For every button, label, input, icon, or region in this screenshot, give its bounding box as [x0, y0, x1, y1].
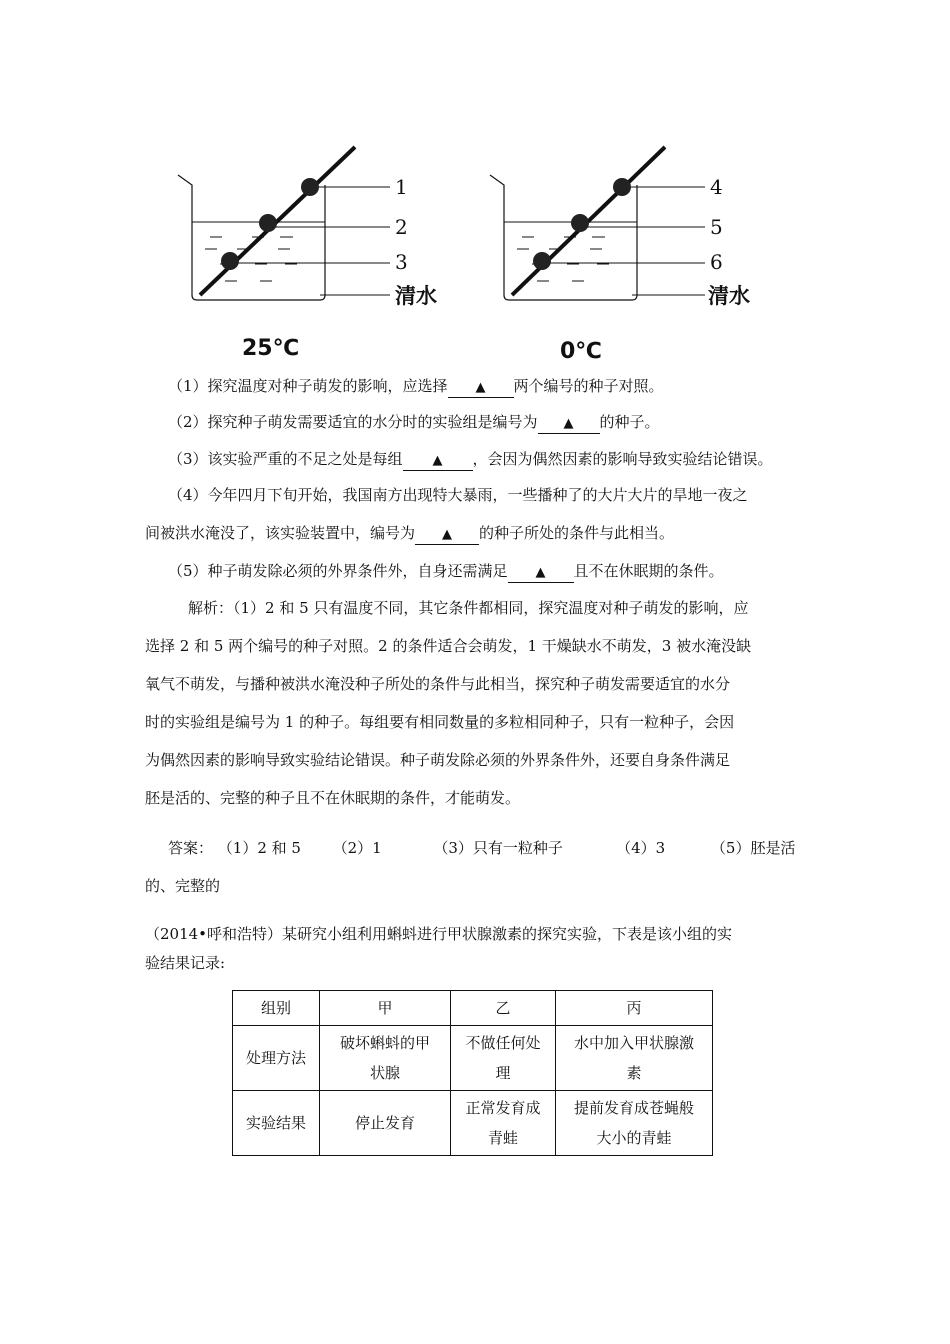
label-seed-6: 6: [710, 250, 723, 274]
row-label: 实验结果: [233, 1091, 320, 1156]
label-seed-4: 4: [710, 175, 723, 199]
analysis-line-6: 胚是活的、完整的种子且不在休眠期的条件，才能萌发。: [145, 789, 521, 807]
label-seed-5: 5: [710, 215, 723, 239]
answer-5: （5）胚是活: [710, 839, 796, 857]
answer-blank-2[interactable]: ▲: [538, 413, 600, 434]
analysis-line-2: 选择 2 和 5 两个编号的种子对照。2 的条件适合会萌发，1 干燥缺水不萌发，3 被水淹没缺: [145, 637, 752, 655]
answer-blank-3[interactable]: ▲: [403, 450, 473, 471]
header-cell: 组别: [233, 991, 320, 1026]
analysis-line-5: 为偶然因素的影响导致实验结论错误。种子萌发除必须的外界条件外，还要自身条件满足: [145, 751, 731, 769]
question-5: （5）种子萌发除必须的外界条件外，自身还需满足 ▲ 且不在休眠期的条件。: [168, 561, 724, 583]
experiment-figure: [160, 125, 800, 375]
problem-line-1: （2014•呼和浩特）某研究小组利用蝌蚪进行甲状腺激素的探究实验，下表是该小组的实: [145, 925, 733, 943]
answer-1: （1）2 和 5: [217, 839, 301, 857]
analysis-line-4: 时的实验组是编号为 1 的种子。每组要有相同数量的多粒相同种子，只有一粒种子，会因: [145, 713, 735, 731]
label-seed-3: 3: [395, 250, 408, 274]
right-beaker: [490, 147, 705, 300]
table-cell: 正常发育成 青蛙: [451, 1091, 556, 1156]
question-4-line-2: 间被洪水淹没了，该实验装置中，编号为 ▲ 的种子所处的条件与此相当。: [145, 523, 674, 545]
label-seed-2: 2: [395, 215, 408, 239]
answer-line-1: [168, 838, 795, 858]
header-cell: 甲: [320, 991, 451, 1026]
answer-4: （4）3: [616, 839, 666, 857]
table-cell: 水中加入甲状腺激 素: [556, 1026, 713, 1091]
beaker-diagram: [160, 125, 800, 375]
table-cell: 停止发育: [320, 1091, 451, 1156]
table-row: [233, 1091, 713, 1156]
left-seeds: [221, 178, 319, 270]
header-cell: 丙: [556, 991, 713, 1026]
analysis-line-3: 氧气不萌发，与播种被洪水淹没种子所处的条件与此相当，探究种子萌发需要适宜的水分: [145, 675, 731, 693]
question-2: （2）探究种子萌发需要适宜的水分时的实验组是编号为 ▲ 的种子。: [168, 412, 660, 434]
answer-label: 答案：: [168, 839, 214, 857]
analysis-line-1: 解析：（1）2 和 5 只有温度不同，其它条件都相同，探究温度对种子萌发的影响，应: [188, 599, 749, 617]
label-temp-0: 0℃: [560, 339, 602, 364]
problem-line-2: 验结果记录:: [145, 954, 226, 972]
label-water-left: 清水: [395, 284, 437, 308]
question-4-line-1: （4）今年四月下旬开始，我国南方出现特大暴雨，一些播种了的大片大片的旱地一夜之: [168, 486, 748, 504]
question-1: （1）探究温度对种子萌发的影响，应选择 ▲ 两个编号的种子对照。: [168, 376, 664, 398]
header-cell: 乙: [451, 991, 556, 1026]
results-table: [232, 990, 713, 1156]
answer-2: （2）1: [332, 839, 382, 857]
table-header-row: [233, 991, 713, 1026]
table-cell: 破坏蝌蚪的甲 状腺: [320, 1026, 451, 1091]
answer-blank-1[interactable]: ▲: [448, 377, 514, 398]
label-water-right: 清水: [708, 284, 750, 308]
answer-line-2: 的、完整的: [145, 877, 221, 895]
table-cell: 不做任何处 理: [451, 1026, 556, 1091]
label-seed-1: 1: [395, 175, 408, 199]
answer-blank-4[interactable]: ▲: [415, 524, 479, 545]
left-beaker: [178, 147, 390, 300]
row-label: 处理方法: [233, 1026, 320, 1091]
answer-3: （3）只有一粒种子: [433, 839, 563, 857]
question-3: （3）该实验严重的不足之处是每组 ▲ ，会因为偶然因素的影响导致实验结论错误。: [168, 449, 773, 471]
right-seeds: [533, 178, 631, 270]
label-temp-25: 25℃: [242, 336, 300, 361]
answer-blank-5[interactable]: ▲: [508, 562, 574, 583]
table-cell: 提前发育成苍蝇般 大小的青蛙: [556, 1091, 713, 1156]
table-row: [233, 1026, 713, 1091]
